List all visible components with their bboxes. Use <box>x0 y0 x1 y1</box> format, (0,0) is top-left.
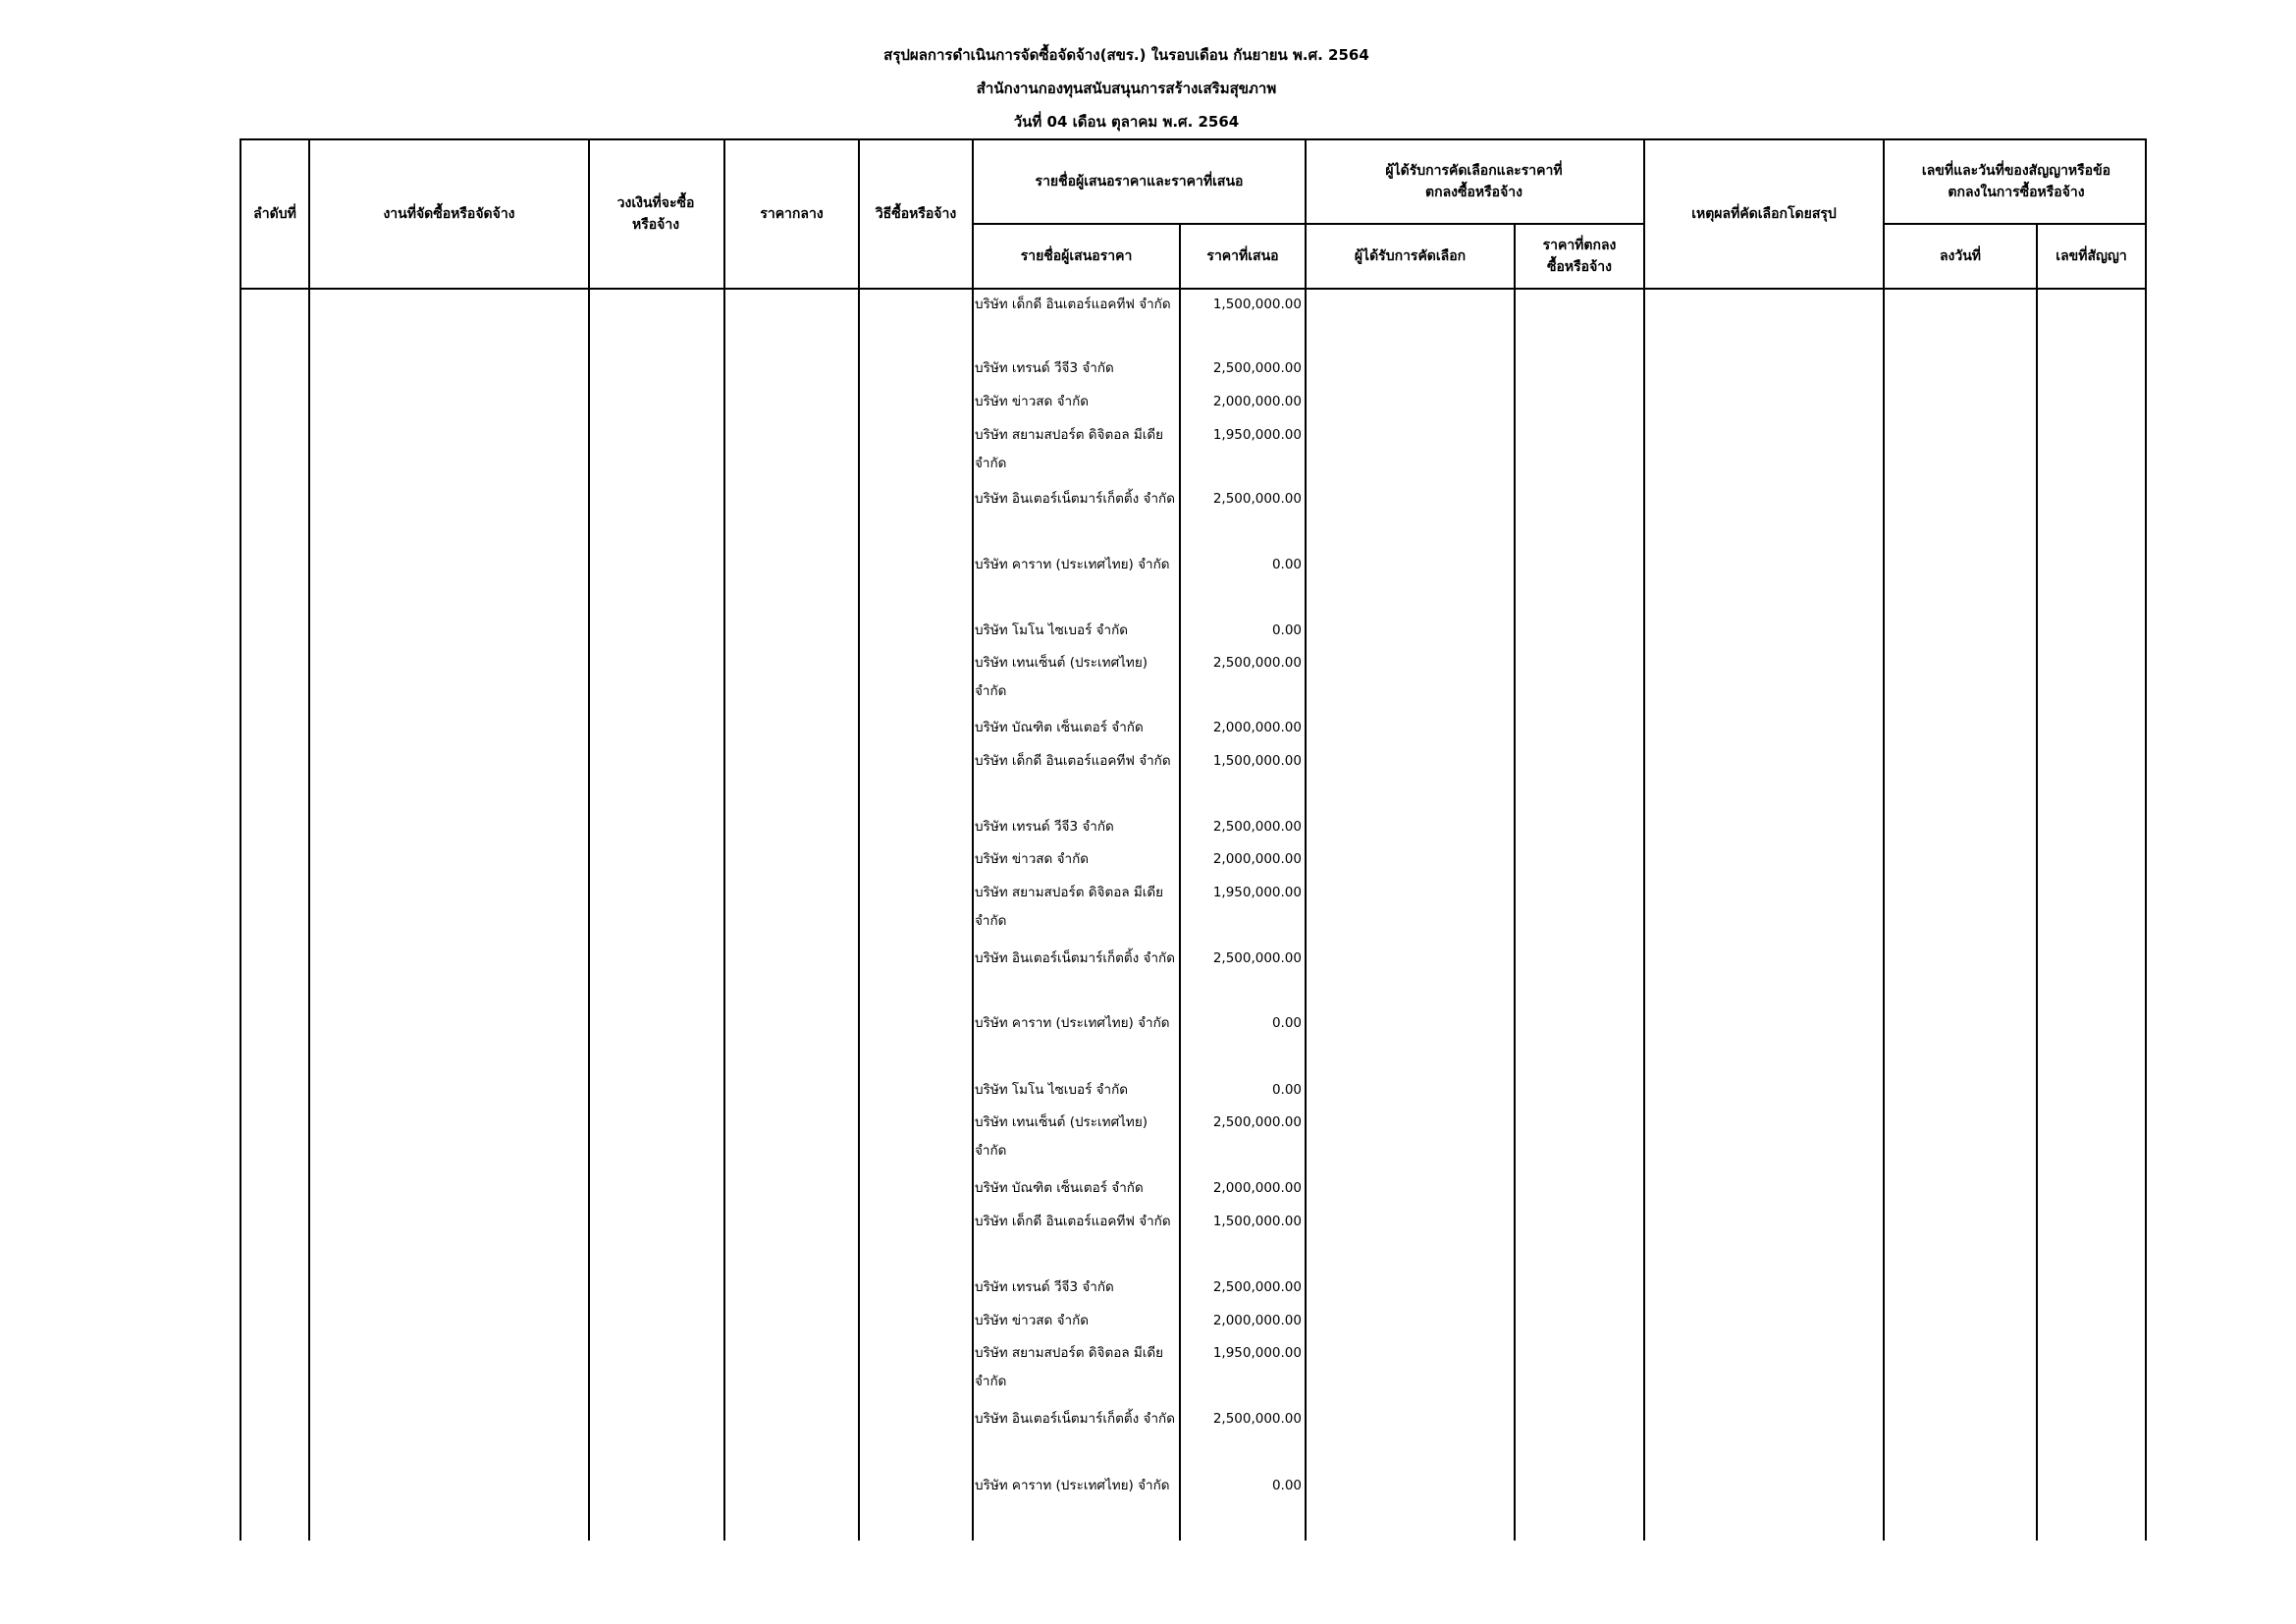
bidder-name: บริษัท โมโน ไซเบอร์ จำกัด <box>975 1082 1129 1098</box>
bid-price: 1,950,000.00 <box>1212 885 1302 900</box>
bidder-name: บริษัท คาราท (ประเทศไทย) จำกัด <box>975 1015 1170 1031</box>
header-col-contract-no: เลขที่สัญญา <box>2056 248 2127 264</box>
bid-price: 1,950,000.00 <box>1212 1345 1302 1361</box>
header-col-method: วิธีซื้อหรือจ้าง <box>875 206 957 222</box>
bidder-name: บริษัท คาราท (ประเทศไทย) จำกัด <box>975 557 1170 572</box>
header-col-bid-price: ราคาที่เสนอ <box>1206 248 1279 264</box>
header-col-selected-group: ผู้ได้รับการคัดเลือกและราคาที่ตกลงซื้อหรือจ้าง <box>1385 163 1563 200</box>
report-date: วันที่ 04 เดือน ตุลาคม พ.ศ. 2564 <box>1013 113 1240 131</box>
bid-price: 2,500,000.00 <box>1212 491 1302 507</box>
bidder-name: บริษัท บัณฑิต เซ็นเตอร์ จำกัด <box>975 720 1144 735</box>
header-col-work: งานที่จัดซื้อหรือจัดจ้าง <box>383 206 515 222</box>
bid-price: 2,000,000.00 <box>1212 394 1302 409</box>
bid-price: 2,500,000.00 <box>1212 1114 1302 1130</box>
bidder-name: บริษัท เด็กดี อินเตอร์แอคทีฟ จำกัด <box>975 297 1171 312</box>
bidder-name: บริษัท อินเตอร์เน็ตมาร์เก็ตติ้ง จำกัด <box>975 950 1175 966</box>
bid-price: 2,000,000.00 <box>1212 1180 1302 1196</box>
bidder-name: บริษัท โมโน ไซเบอร์ จำกัด <box>975 623 1129 638</box>
bidder-name: บริษัท สยามสปอร์ต ดิจิตอล มีเดีย จำกัด <box>975 427 1164 471</box>
procurement-table <box>240 138 2147 1541</box>
header-col-median-price: ราคากลาง <box>760 206 824 222</box>
bidder-name: บริษัท เด็กดี อินเตอร์แอคทีฟ จำกัด <box>975 753 1171 769</box>
bid-price: 0.00 <box>1271 1082 1302 1098</box>
bid-price: 2,500,000.00 <box>1212 1411 1302 1427</box>
bidder-name: บริษัท ข่าวสด จำกัด <box>975 1313 1090 1328</box>
bid-price: 1,500,000.00 <box>1212 297 1302 312</box>
bidder-name: บริษัท ข่าวสด จำกัด <box>975 851 1090 867</box>
bid-price: 1,500,000.00 <box>1212 1214 1302 1229</box>
bidder-name: บริษัท เทรนด์ วีจี3 จำกัด <box>975 819 1114 835</box>
bid-price: 2,500,000.00 <box>1212 655 1302 671</box>
header-col-no: ลำดับที่ <box>253 206 296 222</box>
bid-price: 2,500,000.00 <box>1212 950 1302 966</box>
header-col-bidder-name: รายชื่อผู้เสนอราคา <box>1020 248 1133 264</box>
bid-price: 0.00 <box>1271 557 1302 572</box>
header-col-reason: เหตุผลที่คัดเลือกโดยสรุป <box>1691 206 1837 222</box>
bid-price: 2,000,000.00 <box>1212 1313 1302 1328</box>
organization-name: สำนักงานกองทุนสนับสนุนการสร้างเสริมสุขภาพ <box>976 80 1277 97</box>
header-col-contract-date: ลงวันที่ <box>1939 248 1982 264</box>
bidder-name: บริษัท เด็กดี อินเตอร์แอคทีฟ จำกัด <box>975 1214 1171 1229</box>
bid-price: 0.00 <box>1271 1478 1302 1493</box>
header-col-bidders-group: รายชื่อผู้เสนอราคาและราคาที่เสนอ <box>1035 174 1244 189</box>
bid-price: 1,950,000.00 <box>1212 427 1302 443</box>
bidder-name: บริษัท เทรนด์ วีจี3 จำกัด <box>975 360 1114 376</box>
bidder-name: บริษัท เทนเซ็นต์ (ประเทศไทย) จำกัด <box>975 1114 1148 1159</box>
header-col-agreed-price: ราคาที่ตกลงซื้อหรือจ้าง <box>1542 238 1617 275</box>
bid-price: 0.00 <box>1271 623 1302 638</box>
bid-price: 2,500,000.00 <box>1212 360 1302 376</box>
bid-price: 2,000,000.00 <box>1212 720 1302 735</box>
bidder-name: บริษัท ข่าวสด จำกัด <box>975 394 1090 409</box>
bid-price: 0.00 <box>1271 1015 1302 1031</box>
bidder-name: บริษัท คาราท (ประเทศไทย) จำกัด <box>975 1478 1170 1493</box>
bidder-name: บริษัท เทนเซ็นต์ (ประเทศไทย) จำกัด <box>975 655 1148 699</box>
bidder-name: บริษัท เทรนด์ วีจี3 จำกัด <box>975 1279 1114 1295</box>
header-col-contract-group: เลขที่และวันที่ของสัญญาหรือข้อตกลงในการซื้อหรือจ้าง <box>1921 163 2111 200</box>
bidder-name: บริษัท สยามสปอร์ต ดิจิตอล มีเดีย จำกัด <box>975 1345 1164 1389</box>
bidder-name: บริษัท อินเตอร์เน็ตมาร์เก็ตติ้ง จำกัด <box>975 1411 1175 1427</box>
bid-price: 2,500,000.00 <box>1212 819 1302 835</box>
bidder-name: บริษัท อินเตอร์เน็ตมาร์เก็ตติ้ง จำกัด <box>975 491 1175 507</box>
header-col-selected-name: ผู้ได้รับการคัดเลือก <box>1354 248 1467 264</box>
bidder-name: บริษัท บัณฑิต เซ็นเตอร์ จำกัด <box>975 1180 1144 1196</box>
bidder-name: บริษัท สยามสปอร์ต ดิจิตอล มีเดีย จำกัด <box>975 885 1164 929</box>
bid-price: 2,500,000.00 <box>1212 1279 1302 1295</box>
header-col-budget: วงเงินที่จะซื้อหรือจ้าง <box>616 195 695 233</box>
bid-price: 2,000,000.00 <box>1212 851 1302 867</box>
document-title: สรุปผลการดำเนินการจัดซื้อจัดจ้าง(สขร.) ในรอบเดือน กันยายน พ.ศ. 2564 <box>883 46 1369 64</box>
bid-price: 1,500,000.00 <box>1212 753 1302 769</box>
